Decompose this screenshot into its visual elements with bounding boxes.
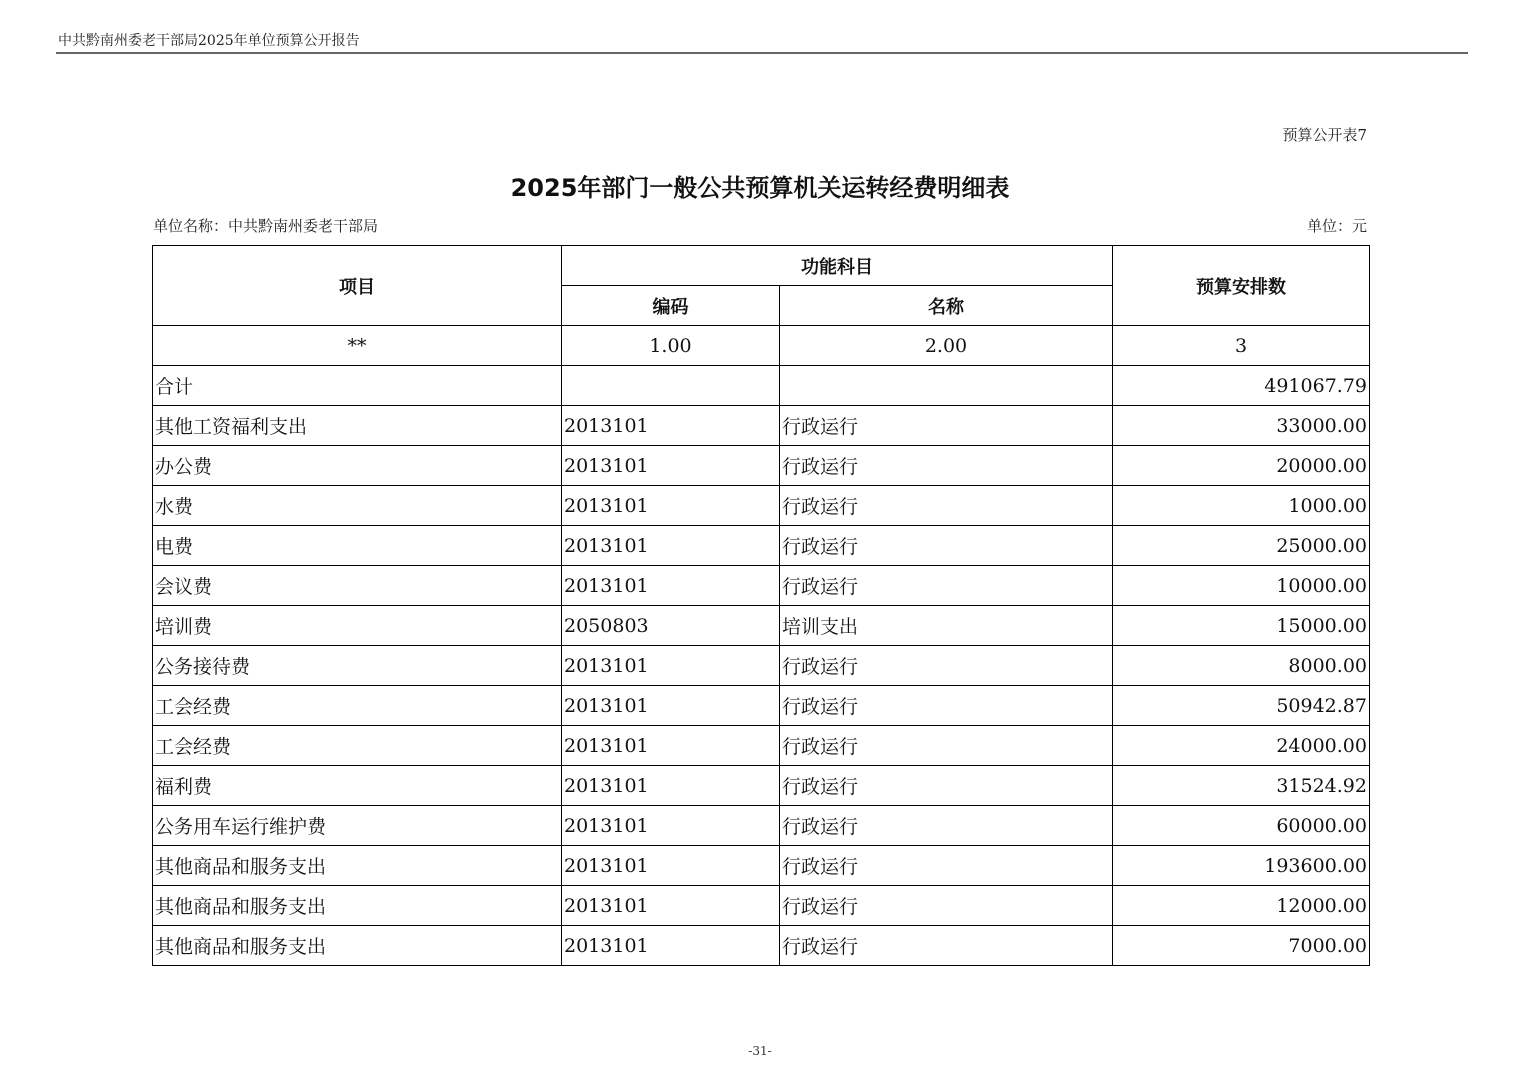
header-item: 项目 <box>153 246 562 326</box>
row-name: 行政运行 <box>780 686 1113 726</box>
row-amount: 24000.00 <box>1113 726 1370 766</box>
row-item: 公务接待费 <box>153 646 562 686</box>
row-amount: 7000.00 <box>1113 926 1370 966</box>
row-amount: 50942.87 <box>1113 686 1370 726</box>
table-row <box>153 646 1370 686</box>
row-item: 其他商品和服务支出 <box>153 926 562 966</box>
row-name: 行政运行 <box>780 526 1113 566</box>
running-header: 中共黔南州委老干部局2025年单位预算公开报告 <box>58 33 360 49</box>
row-item: 工会经费 <box>153 686 562 726</box>
row-code: 2013101 <box>562 406 780 446</box>
row-name: 行政运行 <box>780 446 1113 486</box>
document-title: 2025年部门一般公共预算机关运转经费明细表 <box>510 174 1010 202</box>
index-name: 2.00 <box>780 326 1113 366</box>
budget-table <box>152 245 1370 966</box>
header-row <box>153 246 1370 286</box>
row-code: 2013101 <box>562 566 780 606</box>
row-amount: 31524.92 <box>1113 766 1370 806</box>
row-amount: 8000.00 <box>1113 646 1370 686</box>
table-row <box>153 606 1370 646</box>
row-amount: 1000.00 <box>1113 486 1370 526</box>
row-code: 2013101 <box>562 766 780 806</box>
row-item: 水费 <box>153 486 562 526</box>
index-amount: 3 <box>1113 326 1370 366</box>
row-name: 行政运行 <box>780 806 1113 846</box>
row-code: 2013101 <box>562 526 780 566</box>
row-name: 行政运行 <box>780 926 1113 966</box>
table-row <box>153 806 1370 846</box>
row-item: 办公费 <box>153 446 562 486</box>
row-item: 公务用车运行维护费 <box>153 806 562 846</box>
row-item: 福利费 <box>153 766 562 806</box>
table-row <box>153 766 1370 806</box>
page-number: -31- <box>748 1044 772 1058</box>
total-code <box>562 366 780 406</box>
row-amount: 15000.00 <box>1113 606 1370 646</box>
row-item: 其他商品和服务支出 <box>153 886 562 926</box>
row-name: 行政运行 <box>780 846 1113 886</box>
row-code: 2013101 <box>562 726 780 766</box>
row-name: 行政运行 <box>780 486 1113 526</box>
row-item: 会议费 <box>153 566 562 606</box>
table-row <box>153 846 1370 886</box>
total-name <box>780 366 1113 406</box>
row-code: 2013101 <box>562 846 780 886</box>
index-item: ** <box>153 326 562 366</box>
row-amount: 33000.00 <box>1113 406 1370 446</box>
header-amount: 预算安排数 <box>1113 246 1370 326</box>
header-function-subject: 功能科目 <box>562 246 1113 286</box>
row-name: 行政运行 <box>780 766 1113 806</box>
total-label: 合计 <box>153 366 562 406</box>
table-number: 预算公开表7 <box>1282 126 1367 144</box>
table-row <box>153 486 1370 526</box>
row-code: 2013101 <box>562 886 780 926</box>
total-row <box>153 366 1370 406</box>
table-row <box>153 726 1370 766</box>
total-amount: 491067.79 <box>1113 366 1370 406</box>
row-name: 行政运行 <box>780 726 1113 766</box>
table-row <box>153 926 1370 966</box>
header-divider <box>56 52 1468 54</box>
currency-unit: 单位：元 <box>1306 217 1367 235</box>
header-code: 编码 <box>562 286 780 326</box>
row-item: 其他工资福利支出 <box>153 406 562 446</box>
table-row <box>153 886 1370 926</box>
table-row <box>153 686 1370 726</box>
table-row <box>153 406 1370 446</box>
row-name: 行政运行 <box>780 406 1113 446</box>
row-item: 其他商品和服务支出 <box>153 846 562 886</box>
row-amount: 193600.00 <box>1113 846 1370 886</box>
row-amount: 10000.00 <box>1113 566 1370 606</box>
row-code: 2013101 <box>562 646 780 686</box>
row-amount: 60000.00 <box>1113 806 1370 846</box>
header-name: 名称 <box>780 286 1113 326</box>
row-code: 2050803 <box>562 606 780 646</box>
row-name: 培训支出 <box>780 606 1113 646</box>
index-code: 1.00 <box>562 326 780 366</box>
row-name: 行政运行 <box>780 886 1113 926</box>
row-code: 2013101 <box>562 686 780 726</box>
table-row <box>153 446 1370 486</box>
row-amount: 25000.00 <box>1113 526 1370 566</box>
row-item: 工会经费 <box>153 726 562 766</box>
row-code: 2013101 <box>562 446 780 486</box>
row-code: 2013101 <box>562 486 780 526</box>
row-name: 行政运行 <box>780 566 1113 606</box>
unit-name: 单位名称：中共黔南州委老干部局 <box>153 217 379 235</box>
row-code: 2013101 <box>562 926 780 966</box>
row-item: 培训费 <box>153 606 562 646</box>
table-row <box>153 526 1370 566</box>
row-code: 2013101 <box>562 806 780 846</box>
row-amount: 20000.00 <box>1113 446 1370 486</box>
table-row <box>153 566 1370 606</box>
row-amount: 12000.00 <box>1113 886 1370 926</box>
row-item: 电费 <box>153 526 562 566</box>
index-row <box>153 326 1370 366</box>
row-name: 行政运行 <box>780 646 1113 686</box>
